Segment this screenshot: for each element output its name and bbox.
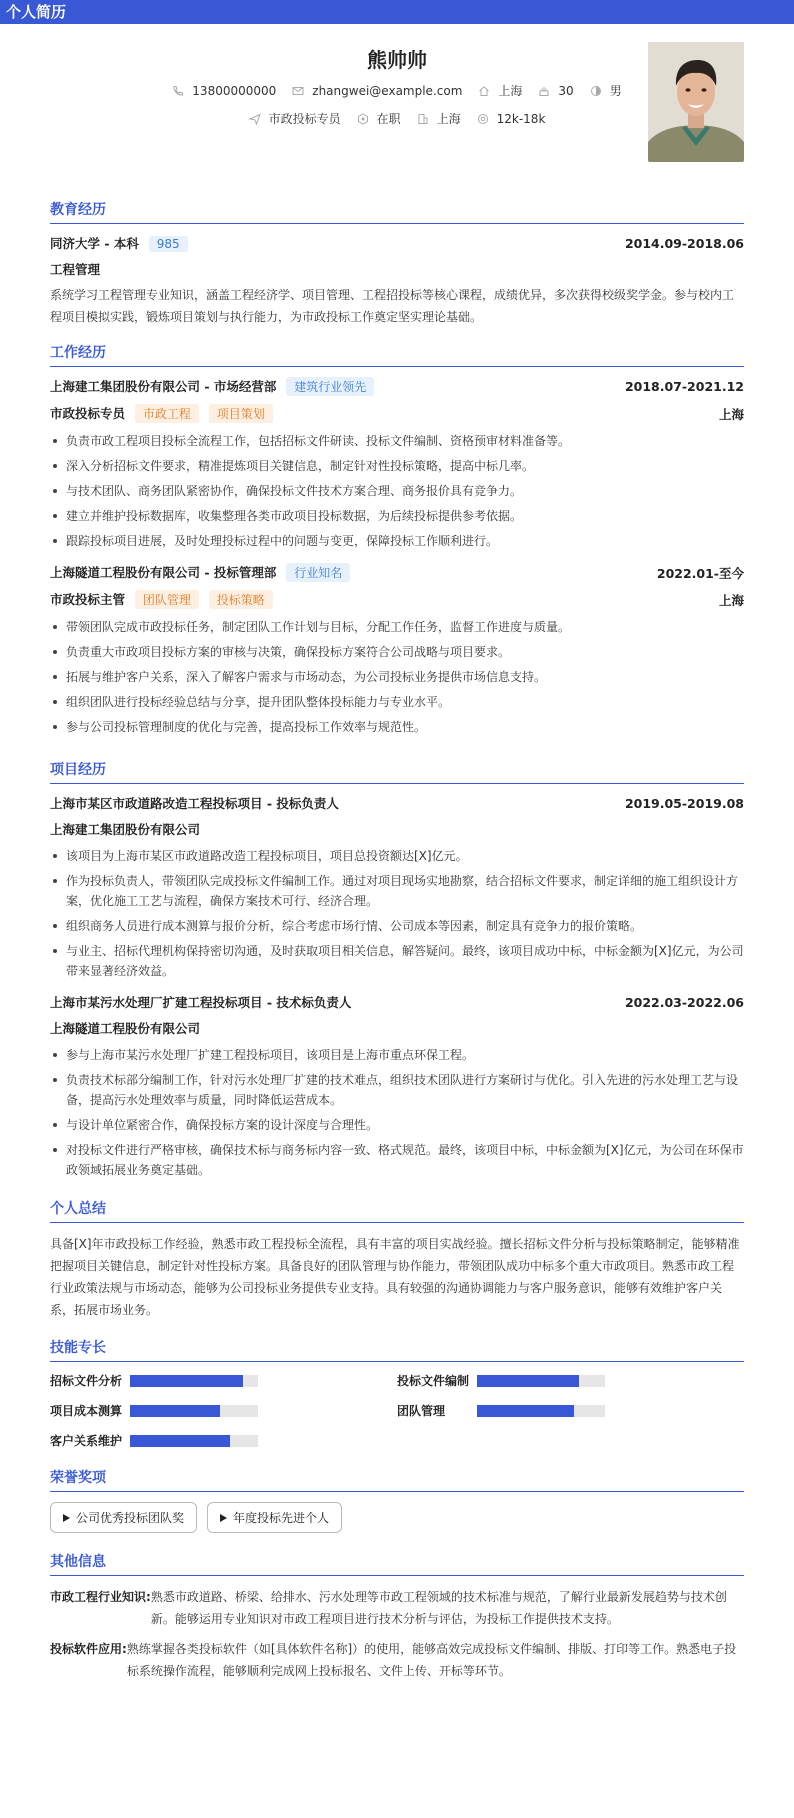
project-header-row — [50, 794, 744, 812]
resume-title-bar — [0, 0, 794, 24]
list-item: 组织商务人员进行成本测算与报价分析，综合考虑市场行情、公司成本等因素，制定具有竞争力的报价策略。 — [50, 916, 744, 936]
position-info — [249, 110, 341, 127]
major-name: 工程管理 — [50, 262, 101, 277]
gender-info — [590, 82, 622, 99]
job-row — [50, 110, 744, 127]
honors-list — [50, 1502, 744, 1533]
honors-section — [50, 1467, 744, 1533]
list-item: 负责技术标部分编制工作，针对污水处理厂扩建的技术难点，组织技术团队进行方案研讨与优化。引入先进的污水处理工艺与设备，提高污水处理效率与质量，同时降低运营成本。 — [50, 1070, 744, 1110]
projects-title: 项目经历 — [50, 759, 744, 784]
project-company: 上海隧道工程股份有限公司 — [50, 1021, 201, 1036]
work-section — [50, 342, 744, 737]
list-item: 拓展与维护客户关系，深入了解客户需求与市场动态，为公司投标业务提供市场信息支持。 — [50, 667, 744, 687]
work-bullets — [50, 617, 744, 737]
phone-value: 13800000000 — [192, 83, 277, 98]
list-item: 负责重大市政项目投标方案的审核与决策，确保投标方案符合公司战略与项目要求。 — [50, 642, 744, 662]
project-bullets — [50, 846, 744, 981]
list-item: 与技术团队、商务团队紧密协作，确保投标文件技术方案合理、商务报价具有竞争力。 — [50, 481, 744, 501]
project-header-row — [50, 993, 744, 1011]
age-info — [538, 82, 573, 99]
building-icon — [417, 113, 429, 125]
list-item: 负责市政工程项目投标全流程工作，包括招标文件研读、投标文件编制、资格预审材料准备等。 — [50, 431, 744, 451]
skill-name: 团队管理 — [397, 1404, 446, 1418]
list-item: 建立并维护投标数据库，收集整理各类市政项目投标数据，为后续投标提供参考依据。 — [50, 506, 744, 526]
company-tag: 行业知名 — [286, 563, 350, 582]
work-role-row — [50, 404, 744, 423]
gender-icon — [590, 85, 602, 97]
list-item: 深入分析招标文件要求，精准提炼项目关键信息，制定针对性投标策略，提高中标几率。 — [50, 456, 744, 476]
coin-icon — [477, 113, 489, 125]
role-tag: 投标策略 — [209, 590, 273, 609]
work-city-value: 上海 — [436, 112, 461, 126]
skills-grid — [50, 1372, 744, 1449]
honor-badge — [207, 1502, 342, 1533]
work-location: 上海 — [718, 592, 744, 608]
work-period: 2022.01-至今 — [656, 565, 744, 581]
skill-bar — [130, 1375, 258, 1387]
school-tag: 985 — [149, 236, 188, 252]
list-item: 参与公司投标管理制度的优化与完善，提高投标工作效率与规范性。 — [50, 717, 744, 737]
skill-fill — [130, 1435, 230, 1447]
play-icon — [220, 1514, 227, 1522]
skill-fill — [477, 1375, 579, 1387]
education-header-row — [50, 234, 744, 252]
work-item — [50, 377, 744, 551]
other-label: 投标软件应用: — [50, 1642, 127, 1656]
skill-bar — [130, 1405, 258, 1417]
skill-bar — [130, 1435, 258, 1447]
education-description: 系统学习工程管理专业知识，涵盖工程经济学、项目管理、工程招投标等核心课程，成绩优异，多次获得校级奖学金。参与校内工程项目模拟实践，锻炼项目策划与执行能力，为市政投标工作奠定坚实理论基础。 — [50, 288, 735, 324]
portrait-image — [648, 42, 744, 162]
role-name: 市政投标主管 — [50, 592, 126, 607]
projects-section — [50, 759, 744, 1180]
send-icon — [249, 113, 261, 125]
other-section — [50, 1551, 744, 1682]
skill-fill — [130, 1375, 243, 1387]
list-item: 跟踪投标项目进展，及时处理投标过程中的问题与变更，保障投标工作顺利进行。 — [50, 531, 744, 551]
other-item — [50, 1586, 744, 1630]
honors-title: 荣誉奖项 — [50, 1467, 744, 1492]
skill-item — [397, 1402, 744, 1419]
list-item: 对投标文件进行严格审核，确保技术标与商务标内容一致、格式规范。最终，该项目中标，中标金额为[X]亿元，为公司在环保市政领域拓展业务奠定基础。 — [50, 1140, 744, 1180]
skill-item — [50, 1372, 397, 1389]
skill-item — [50, 1402, 397, 1419]
city-value: 上海 — [498, 84, 523, 98]
cake-icon — [538, 85, 550, 97]
other-text: 熟练掌握各类投标软件（如[具体软件名称]）的使用，能够高效完成投标文件编制、排版、打印等工作。熟悉电子投标系统操作流程，能够顺利完成网上投标报名、文件上传、开标等环节。 — [126, 1642, 737, 1678]
project-company: 上海建工集团股份有限公司 — [50, 822, 201, 837]
list-item: 与设计单位紧密合作，确保投标方案的设计深度与合理性。 — [50, 1115, 744, 1135]
contact-row — [50, 82, 744, 99]
honor-badge — [50, 1502, 197, 1533]
work-location: 上海 — [718, 406, 744, 422]
play-icon — [63, 1514, 70, 1522]
skills-section — [50, 1337, 744, 1449]
skill-name: 招标文件分析 — [50, 1374, 123, 1388]
work-item — [50, 563, 744, 737]
project-period: 2022.03-2022.06 — [624, 994, 744, 1010]
role-name: 市政投标专员 — [50, 406, 126, 421]
project-item — [50, 794, 744, 981]
summary-text: 具备[X]年市政投标工作经验，熟悉市政工程投标全流程，具有丰富的项目实战经验。擅长招标文件分析与投标策略制定，能够精准把握项目关键信息，制定针对性投标方案。具备良好的团队管理与协作能力，带领团队成功中标多个重大市政项目。熟悉市政工程行业政策法规与市场动态，能够为公司投标业务提供专业支持。具有较强的沟通协调能力与客户服务意识，能够有效维护客户关系，拓展市场业务。 — [50, 1237, 740, 1317]
skill-item — [397, 1372, 744, 1389]
other-text: 熟悉市政道路、桥梁、给排水、污水处理等市政工程领域的技术标准与规范，了解行业最新发展趋势与技术创新。能够运用专业知识对市政工程项目进行技术分析与评估，为投标工作提供技术支持。 — [150, 1590, 727, 1626]
company-name: 上海建工集团股份有限公司 - 市场经营部 — [50, 379, 277, 394]
work-role-row — [50, 590, 744, 609]
school-name: 同济大学 - 本科 — [50, 236, 139, 251]
list-item: 带领团队完成市政投标任务，制定团队工作计划与目标，分配工作任务，监督工作进度与质量。 — [50, 617, 744, 637]
skill-name: 项目成本测算 — [50, 1404, 123, 1418]
skill-item — [50, 1432, 397, 1449]
work-bullets — [50, 431, 744, 551]
email-info — [292, 82, 462, 99]
project-period: 2019.05-2019.08 — [624, 795, 744, 811]
skill-name: 客户关系维护 — [50, 1434, 123, 1448]
honor-name: 年度投标先进个人 — [233, 1511, 330, 1525]
education-section — [50, 199, 744, 328]
project-item — [50, 993, 744, 1180]
phone-info — [172, 82, 276, 99]
resume-title: 个人简历 — [6, 3, 67, 21]
company-name: 上海隧道工程股份有限公司 - 投标管理部 — [50, 565, 277, 580]
position-value: 市政投标专员 — [268, 112, 341, 126]
list-item: 参与上海市某污水处理厂扩建工程投标项目，该项目是上海市重点环保工程。 — [50, 1045, 744, 1065]
skills-title: 技能专长 — [50, 1337, 744, 1362]
project-bullets — [50, 1045, 744, 1180]
city-info — [478, 82, 522, 99]
project-name: 上海市某污水处理厂扩建工程投标项目 - 技术标负责人 — [50, 995, 352, 1010]
age-value: 30 — [558, 83, 574, 98]
education-title: 教育经历 — [50, 199, 744, 224]
company-tag: 建筑行业领先 — [286, 377, 374, 396]
salary-value: 12k-18k — [496, 111, 546, 126]
summary-section — [50, 1198, 744, 1321]
candidate-name: 熊帅帅 — [367, 48, 427, 72]
email-value: zhangwei@example.com — [312, 83, 463, 98]
role-tag: 项目策划 — [209, 404, 273, 423]
hexagon-icon — [357, 113, 369, 125]
status-value: 在职 — [376, 112, 401, 126]
skill-bar — [477, 1405, 605, 1417]
education-period: 2014.09-2018.06 — [624, 235, 744, 251]
skill-fill — [130, 1405, 220, 1417]
skill-fill — [477, 1405, 574, 1417]
work-title: 工作经历 — [50, 342, 744, 367]
skill-name: 投标文件编制 — [397, 1374, 470, 1388]
skill-bar — [477, 1375, 605, 1387]
salary-info — [477, 110, 546, 127]
status-info — [357, 110, 401, 127]
role-tag: 市政工程 — [135, 404, 199, 423]
home-icon — [478, 85, 490, 97]
list-item: 作为投标负责人，带领团队完成投标文件编制工作。通过对项目现场实地勘察，结合招标文件要求，制定详细的施工组织设计方案，优化施工工艺与流程，确保方案技术可行、经济合理。 — [50, 871, 744, 911]
project-name: 上海市某区市政道路改造工程投标项目 - 投标负责人 — [50, 796, 339, 811]
work-city-info — [417, 110, 461, 127]
list-item: 与业主、招标代理机构保持密切沟通，及时获取项目相关信息，解答疑问。最终，该项目成功中标，中标金额为[X]亿元，为公司带来显著经济效益。 — [50, 941, 744, 981]
summary-title: 个人总结 — [50, 1198, 744, 1223]
gender-value: 男 — [609, 84, 622, 98]
profile-header — [50, 24, 744, 189]
work-period: 2018.07-2021.12 — [624, 379, 744, 394]
other-item — [50, 1638, 744, 1682]
phone-icon — [172, 85, 184, 97]
list-item: 该项目为上海市某区市政道路改造工程投标项目，项目总投资额达[X]亿元。 — [50, 846, 744, 866]
mail-icon — [292, 85, 304, 97]
other-title: 其他信息 — [50, 1551, 744, 1576]
profile-photo — [648, 42, 744, 162]
other-label: 市政工程行业知识: — [50, 1590, 151, 1604]
honor-name: 公司优秀投标团队奖 — [76, 1511, 185, 1525]
list-item: 组织团队进行投标经验总结与分享，提升团队整体投标能力与专业水平。 — [50, 692, 744, 712]
work-company-row — [50, 377, 744, 396]
role-tag: 团队管理 — [135, 590, 199, 609]
work-company-row — [50, 563, 744, 582]
